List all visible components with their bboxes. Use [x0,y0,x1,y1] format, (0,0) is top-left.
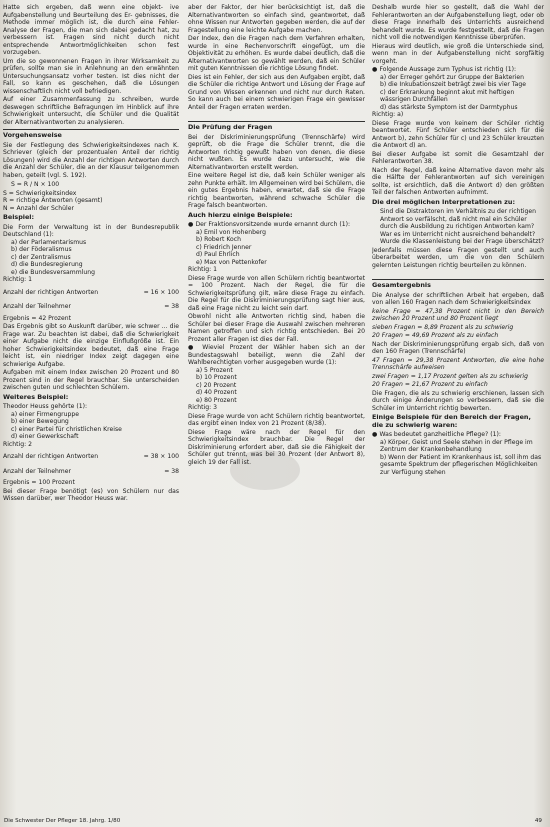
option: d) die Bundesregierung [11,261,83,268]
footer-source: Die Schwester Der Pfleger 18. Jahrg. 1/80 [4,818,121,824]
definition: N = Anzahl der Schüler [3,204,74,212]
paragraph: Diese Frage wäre nach der Regel für den Schwierigkeitsindex brauchbar. Die Regel der Diskriminierung erfordert aber, daß sie die Fähigkeit der Schüler gut trennt, was bei 30 Prozent (der Antwort 8), gleich 19 der Fall ist. [188,428,365,466]
calc-result: Ergebnis = 42 Prozent [3,314,72,322]
option: d) einer Gewerkschaft [11,433,79,440]
section-heading: Vorgehensweise [3,131,62,139]
subheading: Beispiel: [3,213,35,221]
formula: S = R / N × 100 [11,181,60,188]
bullet-icon: ● [372,66,380,73]
calc-value: = 38 [164,467,179,475]
options-list [188,229,365,267]
column-right [372,4,544,814]
paragraph: Bei dieser Frage benötigt (es) von Schülern nur das Wissen darüber, wer Theodor Heuss war. [3,487,179,502]
calc-row [3,453,179,461]
paragraph: Nach der Diskriminierungsprüfung ergab sich, daß von den 160 Fragen (Trennschärfe) [372,340,544,355]
paragraph: Jedenfalls müssen diese Fragen gestellt und auch überarbeitet werden, um die von den Schülern gelernten Leistungen richtig beurteilen zu können. [372,246,544,269]
paragraph: Sie der Festlegung des Schwierigkeitsindexes nach K. Schriever (gleich der prozentualen Anteil der richtig Lösungen) wird die Anzahl der richtigen Antworten durch die Anzahl der Schüler, die an der Klausur teilgenommen haben, geteilt (vgl. S. 192). [3,141,179,179]
option: d) das stärkste Symptom ist der Darmtyphus [380,103,518,111]
paragraph: Deshalb wurde hier so gestellt, daß die Wahl der Fehlerantworten an der Aufgabenstellung liegt, oder ob diese Frage innerhalb des Unterrichts ausreichend behandelt wurde. Es wurde festgestellt, daß die Fragen nicht voll die notwendigen Kenntnisse überprüfen. [372,4,544,41]
option: e) die Bundesversammlung [11,268,95,276]
option: d) Paul Ehrlich [196,251,240,258]
subheading: Die drei möglichen Interpretationen zu: [372,197,515,206]
question [372,431,544,439]
option: b) die Inkubationszeit beträgt zwei bis vier Tage [380,81,526,88]
bullet-icon: ● [188,221,196,228]
definition: R = richtige Antworten (gesamt) [3,197,103,204]
list-item: War es im Unterricht nicht ausreichend behandelt? [380,230,536,238]
section-rule [188,121,365,122]
paragraph: Das Ergebnis gibt so Auskunft darüber, wie schwer ... die Frage war. Zu beachten ist dabei, daß die Schwierigkeit einer Aufgabe nicht die einzige Einflußgröße ist. Ein hoher Schwierigkeitsindex bedeutet, daß eine Frage leicht ist, ein niedriger Index zeigt dagegen eine schwierige Aufgabe. [3,323,179,368]
question-text: Folgende Aussage zum Typhus ist richtig (1): [379,66,517,73]
options-list [188,367,365,405]
option: b) Wenn der Patient im Krankenhaus ist, soll ihm das gesamte Spektrum der pflegerischen Möglichkeiten zur Verfügung stehen [380,453,542,476]
option: a) 5 Prozent [196,366,233,374]
calc-result: Ergebnis = 100 Prozent [3,479,75,486]
page-number: 49 [534,818,542,824]
definition: S = Schwierigkeitsindex [3,189,77,197]
question [188,221,365,229]
paragraph: Diese Frage wurde von allen Schülern richtig beantwortet = 100 Prozent. Nach der Regel, die für die Schwierigkeitsprüfung gilt, wäre diese Frage zu einfach. Die Regel für die Diskriminierungsprüfung sagt hier aus, daß eine Frage nicht zu leicht sein darf. [188,274,365,312]
paragraph: Dies ist ein Fehler, der sich aus den Aufgaben ergibt, daß die Schüler die richtige Antwort und Lösung der Frage auf Grund von Wissen erkennen und nicht nur durch Raten. So kann auch bei einem schwierigen Frage ein gewisser Anteil der Fragen erraten werden. [188,73,365,111]
option: c) Friedrich Jenner [196,243,252,251]
calc-label: Anzahl der richtigen Antworten [3,288,99,296]
paragraph: Diese Frage wurde von keinem der Schüler richtig beantwortet. Fünf Schüler entschieden sich für die Antwort b), zehn Schüler für c) und 23 Schüler kreuzten die Antwort d) an. [372,119,544,149]
calc-label: Anzahl der Teilnehmer [3,303,72,310]
result-line: keine Frage = 47,38 Prozent nicht in den Bereich zwischen 20 Prozent und 80 Prozent liegt [372,307,544,322]
option: e) 80 Prozent [196,396,237,404]
question [188,344,365,367]
option: a) der Erreger gehört zur Gruppe der Bakterien [380,73,525,81]
calc-row [3,468,179,476]
bullet-icon: ● [372,431,380,438]
bullet-list [372,208,544,246]
result-line: 47 Fragen = 29,38 Prozent Antworten, die eine hohe Trennschärfe aufweisen [372,356,544,371]
option: c) der Zentralismus [11,253,71,261]
option: a) der Parlamentarismus [11,238,87,246]
correct-answer: Richtig: 1 [3,276,32,283]
option: a) einer Firmengruppe [11,410,79,418]
paragraph: Theodor Heuss gehörte (1): [3,403,88,410]
result-line: sieben Fragen = 8,89 Prozent als zu schwierig [372,323,514,331]
paragraph: aber der Faktor, der hier berücksichtigt ist, daß die Alternativantworten so einfach sind, geantwortet, daß ohne Wissen nur Antworten gegeben werden, die auf der Fragestellung eine leichte Aufgabe machen. [188,4,365,34]
subheading: Weiteres Beispiel: [3,392,69,401]
question-text: Der Fraktionsvorsitzende wurde ernannt durch (1): [195,221,351,228]
print-smudge [230,450,300,490]
option: b) der Föderalismus [11,246,72,253]
question-text: Was bedeutet ganzheitliche Pflege? (1): [379,431,501,438]
calc-value: = 16 × 100 [143,288,179,296]
calc-row [3,303,179,311]
option: e) Max von Pettenkofer [196,258,267,266]
paragraph: Die Fragen, die als zu schwierig erschienen, lassen sich durch einige Änderungen so verbessern, daß sie die Schüler im Unterricht richtig bewerten. [372,389,544,412]
calc-value: = 38 [164,303,179,310]
correct-answer: Richtig: 1 [188,266,217,273]
subheading: Einige Beispiele für den Bereich der Fragen, die zu schwierig waren: [372,413,531,429]
paragraph: Der Index, den die Fragen nach dem Verfahren erhalten, wurde in eine Rechenvorschrift eingefügt, um die Objektivität zu erhöhen. Es wurde dabei deutlich, daß die Alternativantworten so gewählt werden, daß ein Schüler mit guten Kenntnissen die richtige Lösung findet. [188,35,365,72]
correct-answer: Richtig: 2 [3,440,32,448]
result-line: zwei Fragen = 1,17 Prozent gelten als zu schwierig [372,372,528,380]
paragraph: Diese Frage wurde von acht Schülern richtig beantwortet, das ergibt einen Index von 21 Prozent (8/38). [188,412,365,427]
result-line: 20 Fragen = 21,67 Prozent zu einfach [372,381,488,388]
correct-answer: Richtig: a) [372,111,404,118]
option: a) Emil von Hohenberg [196,228,266,236]
options-list [372,74,544,112]
section-rule [3,129,179,130]
question-text: Wieviel Prozent der Wähler haben sich an der Bundestagswahl beteiligt, wenn die Zahl der Wahlberechtigten vorher ausgegeben wurde (1): [188,344,365,366]
section-heading: Die Prüfung der Fragen [188,123,273,131]
section-heading: Gesamtergebnis [372,281,431,289]
subheading: Auch hierzu einige Beispiele: [188,210,293,219]
paragraph: Hieraus wird deutlich, wie groß die Unterschiede sind, wenn man in der Aufgabenstellung nicht sorgfältig vorgeht. [372,42,544,65]
calc-value: = 38 × 100 [143,453,179,460]
option: c) 20 Prozent [196,381,237,389]
option: b) 10 Prozent [196,374,237,381]
paragraph: Um die so gewonnenen Fragen in ihrer Wirksamkeit zu prüfen, sollte man sie in Anlehnung an den erwähnten Untersuchungsansatz vorher testen. Ist dies nicht der Fall, so kann es geschehen, daß die Lösungen wissenschaftlich nicht voll befriedigen. [3,57,179,95]
options-list [372,439,544,477]
paragraph: Nach der Regel, daß keine Alternative davon mehr als die Hälfte der Fehlerantworten auf sich vereinigen sollte, ist ersichtlich, daß die Antwort d) den größten Teil der falschen Antworten aufnimmt. [372,166,544,196]
paragraph: Auf einer Zusammenfassung zu schreiben, wurde deswegen schriftliche Befragungen im Hinblick auf ihre Schwierigkeit untersucht, die Schüler und die Qualität der Alternativantworten zu analysieren. [3,96,179,126]
paragraph: Bei dieser Aufgabe ist somit die Gesamtzahl der Fehlerantworten 38. [372,150,544,165]
paragraph: Die Form der Verwaltung ist in der Bundesrepublik Deutschland (1): [3,223,179,238]
option: d) 40 Prozent [196,389,237,396]
result-line: 20 Fragen = 49,69 Prozent als zu einfach [372,332,499,339]
question [372,66,544,74]
option: b) Robert Koch [196,236,241,243]
column-left [3,4,179,814]
paragraph: Obwohl nicht alle Antworten richtig sind, haben die Schüler bei dieser Frage die Auswahl zwischen mehreren Namen getroffen und sich richtig entschieden. Bei 20 Prozent aller Fragen ist dies der Fall. [188,313,365,343]
section-rule [372,279,544,280]
options-list [3,239,179,277]
paragraph: Eine weitere Regel ist die, daß kein Schüler weniger als zehn Punkte erhält. Im Allgemeinen wird bei Schülern, die ein gutes Ergebnis haben, erwartet, daß sie die Frage richtig beantworten, während schwache Schüler die Frage falsch beantworten. [188,172,365,209]
option: a) Körper, Geist und Seele stehen in der Pflege im Zentrum der Krankenbehandlung [380,438,533,453]
option: c) der Erkrankung beginnt akut mit heftigen wässrigen Durchfällen [380,88,515,103]
options-list [3,411,179,441]
list-item: Wurde die Klassenleistung bei der Frage überschätzt? [380,238,544,245]
paragraph: Hatte sich ergeben, daß wenn eine objekt- ive Aufgabenstellung und Beurteilung des Er- gebnisses, die Methode immer möglich ist, die durch eine Fehler- Analyse der Fragen, die man sich dabei gedacht hat, zu verbessern ist. Fragen sind nicht durch nicht entsprechende Antwortmöglichkeiten schon fest vorzugeben. [3,4,179,56]
list-item: Sind die Distraktoren im Verhältnis zu der richtigen Antwort so verfälscht, daß nicht mal ein Schüler durch die Ausbildung zu richtigen Antworten kam? [380,208,537,230]
bullet-icon: ● [188,344,203,351]
paragraph: Bei der Diskriminierungsprüfung (Trennschärfe) wird geprüft, ob die Frage die Schüler trennt, die die Antworten richtig gewußt haben von denen, die diese nicht wußten. Es wurde dazu untersucht, wie die Alternativantworten erstellt werden. [188,133,365,171]
correct-answer: Richtig: 3 [188,404,217,411]
paragraph: Die Analyse der schriftlichen Arbeit hat ergeben, daß von allen 160 Fragen nach dem Schwierigkeitsindex [372,291,544,306]
column-middle [188,4,365,814]
option: c) einer Partei für christlichen Kreise [11,425,122,433]
calc-label: Anzahl der richtigen Antworten [3,453,99,460]
calc-label: Anzahl der Teilnehmer [3,467,72,475]
calc-row [3,289,179,297]
paragraph: Aufgaben mit einem Index zwischen 20 Prozent und 80 Prozent sind in der Regel brauchbar. Sie unterscheiden zwischen guten und schlechten Schülern. [3,369,179,391]
option: b) einer Bewegung [11,418,69,425]
